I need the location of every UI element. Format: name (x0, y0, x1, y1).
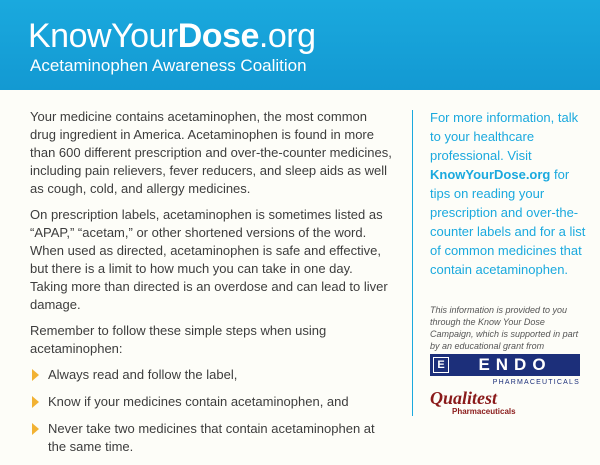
brand-suffix: .org (258, 17, 316, 55)
grant-note: This information is provided to you through the Know Your Dose Campaign, which is supported in part by an educational grant from (430, 305, 579, 351)
triangle-arrow-icon (32, 369, 39, 381)
brand-bold: Dose (177, 17, 259, 55)
endo-mark-icon: E (433, 357, 449, 373)
triangle-arrow-icon (32, 423, 39, 435)
paragraph-labels: On prescription labels, acetaminophen is sometimes listed as “APAP,” “acetam,” or other shortened versions of the word. When used as directed, acetaminophen is safe and effective, but there is a limit to how much you can take in one day. Taking more than directed is an overdose and can lead to liver damage. (30, 207, 388, 312)
list-item-text: Always read and follow the label, (48, 367, 238, 382)
paragraph-intro: Your medicine contains acetaminophen, the most common drug ingredient in America. Acetaminophen is found in more than 600 different prescription and over-the-counter medicines, including pain relievers, fever reducers, and sleep aids as well as cough, cold, and allergy medicines. (30, 109, 392, 196)
steps-list (30, 366, 392, 456)
list-item (30, 420, 392, 456)
paragraph-steps: Remember to follow these simple steps when using acetaminophen: (30, 323, 327, 356)
list-item (30, 366, 392, 384)
column-divider (412, 110, 413, 416)
list-item-text: Know if your medicines contain acetaminophen, and (48, 394, 349, 409)
sidebar-text-before: For more information, talk to your healthcare professional. Visit (430, 110, 579, 163)
list-item-text: Never take two medicines that contain acetaminophen at the same time. (48, 421, 375, 454)
sidebar-info (430, 108, 590, 279)
triangle-arrow-icon (32, 396, 39, 408)
coalition-name: Acetaminophen Awareness Coalition (30, 56, 307, 75)
endo-logo (430, 354, 580, 376)
endo-subtitle: PHARMACEUTICALS (492, 379, 580, 386)
main-content (30, 108, 392, 465)
brand-light: KnowYour (28, 17, 178, 55)
qualitest-logo: Qualitest (430, 388, 498, 408)
endo-name: ENDO (478, 355, 552, 374)
sidebar-text-after: for tips on reading your prescription and over-the-counter labels and for a list of common medicines that contain acetaminophen. (430, 167, 586, 277)
brand-logo (28, 18, 315, 54)
list-item (30, 393, 392, 411)
website-link[interactable]: KnowYourDose.org (430, 167, 551, 182)
qualitest-subtitle: Pharmaceuticals (452, 407, 516, 416)
header-banner (0, 0, 600, 90)
